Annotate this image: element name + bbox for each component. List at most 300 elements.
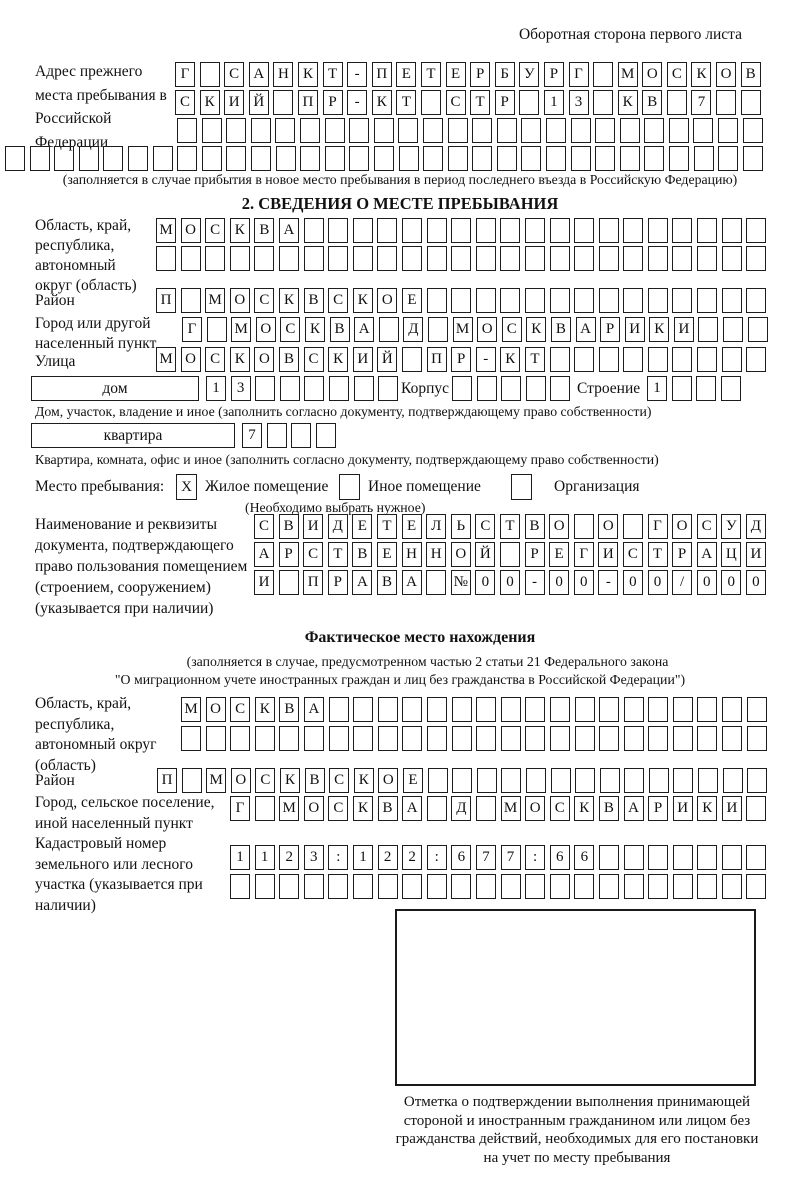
char-cell[interactable] <box>722 874 742 899</box>
char-cell[interactable] <box>279 874 299 899</box>
char-cell[interactable]: Р <box>279 542 299 567</box>
char-cell[interactable]: - <box>347 90 367 115</box>
char-cell[interactable]: Г <box>182 317 202 342</box>
char-cell[interactable]: М <box>156 347 176 372</box>
char-cell[interactable]: 7 <box>242 423 262 448</box>
char-cell[interactable]: 1 <box>353 845 373 870</box>
char-cell[interactable]: М <box>231 317 251 342</box>
char-cell[interactable] <box>722 218 742 243</box>
char-cell[interactable]: В <box>551 317 571 342</box>
char-cell[interactable]: М <box>206 768 226 793</box>
char-cell[interactable] <box>477 376 497 401</box>
char-cell[interactable] <box>648 288 668 313</box>
char-cell[interactable] <box>181 246 201 271</box>
char-cell[interactable] <box>694 146 714 171</box>
char-cell[interactable]: 0 <box>500 570 520 595</box>
char-cell[interactable]: Р <box>470 62 490 87</box>
char-cell[interactable]: 1 <box>230 845 250 870</box>
char-cell[interactable] <box>746 874 766 899</box>
char-cell[interactable]: А <box>402 796 422 821</box>
char-cell[interactable] <box>476 246 496 271</box>
char-cell[interactable]: Т <box>470 90 490 115</box>
char-cell[interactable] <box>379 317 399 342</box>
char-cell[interactable] <box>693 118 713 143</box>
char-cell[interactable] <box>697 347 717 372</box>
char-cell[interactable] <box>623 514 643 539</box>
char-cell[interactable] <box>428 317 448 342</box>
char-cell[interactable] <box>624 697 644 722</box>
char-cell[interactable] <box>451 246 471 271</box>
char-cell[interactable]: О <box>525 796 545 821</box>
char-cell[interactable] <box>255 796 275 821</box>
char-cell[interactable]: С <box>328 796 348 821</box>
char-cell[interactable]: О <box>642 62 662 87</box>
char-cell[interactable] <box>747 697 767 722</box>
char-cell[interactable]: В <box>352 542 372 567</box>
char-cell[interactable] <box>316 423 336 448</box>
char-cell[interactable] <box>451 288 471 313</box>
char-cell[interactable]: Й <box>249 90 269 115</box>
char-cell[interactable]: : <box>328 845 348 870</box>
char-cell[interactable]: 3 <box>231 376 251 401</box>
char-cell[interactable] <box>722 288 742 313</box>
char-cell[interactable] <box>226 146 246 171</box>
char-cell[interactable] <box>672 246 692 271</box>
char-cell[interactable] <box>279 570 299 595</box>
char-cell[interactable] <box>477 768 497 793</box>
char-cell[interactable] <box>623 218 643 243</box>
char-cell[interactable]: О <box>477 317 497 342</box>
char-cell[interactable] <box>574 218 594 243</box>
char-cell[interactable] <box>280 376 300 401</box>
char-cell[interactable] <box>273 90 293 115</box>
char-cell[interactable]: Т <box>396 90 416 115</box>
char-cell[interactable]: Г <box>230 796 250 821</box>
char-cell[interactable] <box>722 726 742 751</box>
char-cell[interactable] <box>747 726 767 751</box>
char-cell[interactable]: К <box>280 768 300 793</box>
char-cell[interactable] <box>304 726 324 751</box>
char-cell[interactable] <box>177 146 197 171</box>
char-cell[interactable]: О <box>451 542 471 567</box>
char-cell[interactable]: В <box>304 288 324 313</box>
char-cell[interactable] <box>448 118 468 143</box>
char-cell[interactable] <box>620 118 640 143</box>
char-cell[interactable] <box>624 726 644 751</box>
char-cell[interactable] <box>501 376 521 401</box>
char-cell[interactable]: Т <box>323 62 343 87</box>
char-cell[interactable] <box>476 288 496 313</box>
char-cell[interactable] <box>329 726 349 751</box>
char-cell[interactable] <box>669 118 689 143</box>
char-cell[interactable] <box>251 146 271 171</box>
char-cell[interactable]: Ь <box>451 514 471 539</box>
char-cell[interactable]: С <box>667 62 687 87</box>
char-cell[interactable] <box>746 796 766 821</box>
char-cell[interactable]: М <box>156 218 176 243</box>
char-cell[interactable]: В <box>525 514 545 539</box>
char-cell[interactable]: Б <box>495 62 515 87</box>
char-cell[interactable] <box>722 246 742 271</box>
char-cell[interactable] <box>697 697 717 722</box>
char-cell[interactable]: К <box>255 697 275 722</box>
char-cell[interactable] <box>377 218 397 243</box>
char-cell[interactable] <box>427 697 447 722</box>
char-cell[interactable]: С <box>446 90 466 115</box>
char-cell[interactable]: Е <box>402 514 422 539</box>
char-cell[interactable]: В <box>642 90 662 115</box>
char-cell[interactable]: Й <box>377 347 397 372</box>
char-cell[interactable] <box>599 347 619 372</box>
char-cell[interactable] <box>575 697 595 722</box>
char-cell[interactable]: К <box>618 90 638 115</box>
char-cell[interactable] <box>575 726 595 751</box>
char-cell[interactable] <box>550 246 570 271</box>
char-cell[interactable]: А <box>576 317 596 342</box>
char-cell[interactable] <box>206 726 226 751</box>
char-cell[interactable] <box>378 874 398 899</box>
char-cell[interactable] <box>402 697 422 722</box>
char-cell[interactable]: М <box>181 697 201 722</box>
char-cell[interactable]: Т <box>525 347 545 372</box>
char-cell[interactable]: 2 <box>279 845 299 870</box>
char-cell[interactable] <box>353 246 373 271</box>
char-cell[interactable] <box>276 146 296 171</box>
char-cell[interactable] <box>153 146 173 171</box>
char-cell[interactable] <box>79 146 99 171</box>
char-cell[interactable]: 1 <box>544 90 564 115</box>
char-cell[interactable] <box>746 845 766 870</box>
char-cell[interactable]: 0 <box>648 570 668 595</box>
char-cell[interactable]: О <box>549 514 569 539</box>
char-cell[interactable] <box>697 845 717 870</box>
char-cell[interactable] <box>304 376 324 401</box>
char-cell[interactable] <box>649 768 669 793</box>
char-cell[interactable] <box>353 697 373 722</box>
char-cell[interactable]: - <box>525 570 545 595</box>
char-cell[interactable] <box>746 246 766 271</box>
char-cell[interactable] <box>599 697 619 722</box>
char-cell[interactable] <box>402 347 422 372</box>
char-cell[interactable] <box>521 146 541 171</box>
char-cell[interactable]: А <box>304 697 324 722</box>
char-cell[interactable]: 6 <box>574 845 594 870</box>
char-cell[interactable]: О <box>304 796 324 821</box>
char-cell[interactable] <box>472 118 492 143</box>
char-cell[interactable]: С <box>623 542 643 567</box>
char-cell[interactable]: 1 <box>255 845 275 870</box>
char-cell[interactable]: Н <box>402 542 422 567</box>
char-cell[interactable]: М <box>279 796 299 821</box>
char-cell[interactable]: А <box>254 542 274 567</box>
char-cell[interactable]: С <box>175 90 195 115</box>
char-cell[interactable] <box>697 246 717 271</box>
char-cell[interactable] <box>291 423 311 448</box>
char-cell[interactable] <box>354 376 374 401</box>
char-cell[interactable]: Р <box>451 347 471 372</box>
char-cell[interactable]: С <box>328 288 348 313</box>
char-cell[interactable]: С <box>254 514 274 539</box>
char-cell[interactable] <box>718 118 738 143</box>
char-cell[interactable] <box>472 146 492 171</box>
char-cell[interactable] <box>476 697 496 722</box>
char-cell[interactable] <box>226 118 246 143</box>
char-cell[interactable]: К <box>298 62 318 87</box>
char-cell[interactable] <box>500 246 520 271</box>
char-cell[interactable] <box>500 218 520 243</box>
char-cell[interactable] <box>550 288 570 313</box>
char-cell[interactable] <box>698 768 718 793</box>
char-cell[interactable] <box>230 246 250 271</box>
char-cell[interactable] <box>328 874 348 899</box>
char-cell[interactable] <box>600 768 620 793</box>
char-cell[interactable] <box>177 118 197 143</box>
char-cell[interactable]: К <box>305 317 325 342</box>
char-cell[interactable] <box>722 845 742 870</box>
char-cell[interactable] <box>648 697 668 722</box>
char-cell[interactable] <box>255 376 275 401</box>
char-cell[interactable]: Д <box>746 514 766 539</box>
char-cell[interactable]: А <box>249 62 269 87</box>
char-cell[interactable] <box>673 697 693 722</box>
char-cell[interactable]: Р <box>600 317 620 342</box>
char-cell[interactable]: Е <box>352 514 372 539</box>
char-cell[interactable] <box>722 347 742 372</box>
char-cell[interactable]: О <box>377 288 397 313</box>
char-cell[interactable] <box>672 218 692 243</box>
char-cell[interactable]: И <box>673 796 693 821</box>
char-cell[interactable] <box>325 146 345 171</box>
char-cell[interactable]: С <box>303 542 323 567</box>
char-cell[interactable] <box>599 218 619 243</box>
char-cell[interactable]: О <box>256 317 276 342</box>
char-cell[interactable]: Д <box>328 514 348 539</box>
char-cell[interactable]: : <box>525 845 545 870</box>
char-cell[interactable] <box>325 118 345 143</box>
char-cell[interactable] <box>696 376 716 401</box>
char-cell[interactable] <box>205 246 225 271</box>
char-cell[interactable]: Е <box>402 288 422 313</box>
char-cell[interactable] <box>476 218 496 243</box>
checkbox-zhiloe-pomeshchenie[interactable]: X <box>176 474 197 500</box>
char-cell[interactable] <box>571 118 591 143</box>
char-cell[interactable] <box>526 768 546 793</box>
char-cell[interactable] <box>747 768 767 793</box>
char-cell[interactable]: А <box>279 218 299 243</box>
char-cell[interactable] <box>599 288 619 313</box>
char-cell[interactable]: М <box>453 317 473 342</box>
char-cell[interactable] <box>328 246 348 271</box>
char-cell[interactable]: Ц <box>721 542 741 567</box>
char-cell[interactable] <box>476 874 496 899</box>
char-cell[interactable]: 1 <box>206 376 226 401</box>
char-cell[interactable] <box>716 90 736 115</box>
char-cell[interactable] <box>501 697 521 722</box>
char-cell[interactable]: К <box>691 62 711 87</box>
char-cell[interactable] <box>697 874 717 899</box>
char-cell[interactable] <box>575 768 595 793</box>
char-cell[interactable]: 1 <box>647 376 667 401</box>
char-cell[interactable] <box>427 796 447 821</box>
char-cell[interactable]: Р <box>544 62 564 87</box>
char-cell[interactable] <box>667 90 687 115</box>
char-cell[interactable] <box>103 146 123 171</box>
char-cell[interactable] <box>181 726 201 751</box>
char-cell[interactable]: И <box>674 317 694 342</box>
char-cell[interactable] <box>421 90 441 115</box>
char-cell[interactable] <box>402 246 422 271</box>
char-cell[interactable]: С <box>329 768 349 793</box>
char-cell[interactable] <box>448 146 468 171</box>
char-cell[interactable]: К <box>353 288 373 313</box>
char-cell[interactable] <box>721 376 741 401</box>
char-cell[interactable]: Л <box>426 514 446 539</box>
char-cell[interactable]: С <box>697 514 717 539</box>
char-cell[interactable] <box>599 246 619 271</box>
char-cell[interactable]: К <box>697 796 717 821</box>
char-cell[interactable] <box>723 317 743 342</box>
char-cell[interactable]: Р <box>648 796 668 821</box>
char-cell[interactable]: В <box>741 62 761 87</box>
char-cell[interactable]: А <box>402 570 422 595</box>
char-cell[interactable]: 3 <box>569 90 589 115</box>
char-cell[interactable] <box>156 246 176 271</box>
char-cell[interactable] <box>300 146 320 171</box>
char-cell[interactable]: С <box>475 514 495 539</box>
char-cell[interactable]: И <box>353 347 373 372</box>
char-cell[interactable] <box>427 246 447 271</box>
char-cell[interactable]: П <box>303 570 323 595</box>
char-cell[interactable]: К <box>353 796 373 821</box>
char-cell[interactable]: Е <box>396 62 416 87</box>
char-cell[interactable]: 0 <box>623 570 643 595</box>
char-cell[interactable]: В <box>279 347 299 372</box>
char-cell[interactable] <box>279 246 299 271</box>
char-cell[interactable] <box>697 218 717 243</box>
char-cell[interactable] <box>476 796 496 821</box>
char-cell[interactable] <box>402 726 422 751</box>
char-cell[interactable] <box>743 146 763 171</box>
char-cell[interactable]: М <box>501 796 521 821</box>
char-cell[interactable]: Е <box>549 542 569 567</box>
char-cell[interactable]: П <box>298 90 318 115</box>
char-cell[interactable]: К <box>372 90 392 115</box>
char-cell[interactable]: 0 <box>574 570 594 595</box>
char-cell[interactable] <box>182 768 202 793</box>
char-cell[interactable]: К <box>230 347 250 372</box>
char-cell[interactable] <box>427 218 447 243</box>
char-cell[interactable]: О <box>378 768 398 793</box>
char-cell[interactable] <box>377 246 397 271</box>
char-cell[interactable] <box>525 874 545 899</box>
char-cell[interactable] <box>648 726 668 751</box>
char-cell[interactable] <box>574 514 594 539</box>
char-cell[interactable]: А <box>697 542 717 567</box>
char-cell[interactable]: В <box>305 768 325 793</box>
char-cell[interactable]: - <box>347 62 367 87</box>
char-cell[interactable]: Т <box>328 542 348 567</box>
char-cell[interactable] <box>304 874 324 899</box>
char-cell[interactable]: О <box>716 62 736 87</box>
char-cell[interactable] <box>378 376 398 401</box>
char-cell[interactable] <box>648 874 668 899</box>
char-cell[interactable] <box>550 874 570 899</box>
char-cell[interactable] <box>644 118 664 143</box>
char-cell[interactable] <box>574 347 594 372</box>
char-cell[interactable]: К <box>500 347 520 372</box>
char-cell[interactable]: И <box>254 570 274 595</box>
char-cell[interactable]: Н <box>273 62 293 87</box>
char-cell[interactable] <box>353 726 373 751</box>
char-cell[interactable] <box>251 118 271 143</box>
char-cell[interactable]: Т <box>377 514 397 539</box>
char-cell[interactable]: 7 <box>501 845 521 870</box>
dom-field-box[interactable]: дом <box>31 376 199 401</box>
char-cell[interactable]: Г <box>569 62 589 87</box>
char-cell[interactable] <box>648 218 668 243</box>
char-cell[interactable] <box>255 874 275 899</box>
char-cell[interactable]: Г <box>648 514 668 539</box>
char-cell[interactable] <box>267 423 287 448</box>
char-cell[interactable]: В <box>254 218 274 243</box>
char-cell[interactable]: В <box>377 570 397 595</box>
char-cell[interactable]: С <box>205 347 225 372</box>
char-cell[interactable] <box>353 874 373 899</box>
char-cell[interactable]: В <box>279 697 299 722</box>
char-cell[interactable] <box>452 376 472 401</box>
char-cell[interactable] <box>402 874 422 899</box>
char-cell[interactable] <box>476 726 496 751</box>
char-cell[interactable] <box>202 118 222 143</box>
char-cell[interactable] <box>378 726 398 751</box>
char-cell[interactable]: 2 <box>378 845 398 870</box>
char-cell[interactable] <box>500 542 520 567</box>
char-cell[interactable]: Р <box>525 542 545 567</box>
char-cell[interactable] <box>550 726 570 751</box>
char-cell[interactable]: С <box>502 317 522 342</box>
char-cell[interactable]: О <box>231 768 251 793</box>
char-cell[interactable] <box>378 697 398 722</box>
char-cell[interactable] <box>623 347 643 372</box>
char-cell[interactable] <box>230 726 250 751</box>
char-cell[interactable] <box>743 118 763 143</box>
char-cell[interactable] <box>329 697 349 722</box>
char-cell[interactable] <box>497 118 517 143</box>
char-cell[interactable]: С <box>224 62 244 87</box>
char-cell[interactable]: С <box>255 768 275 793</box>
char-cell[interactable]: О <box>181 218 201 243</box>
char-cell[interactable]: С <box>254 288 274 313</box>
char-cell[interactable]: П <box>427 347 447 372</box>
char-cell[interactable] <box>669 146 689 171</box>
char-cell[interactable]: И <box>625 317 645 342</box>
char-cell[interactable] <box>550 347 570 372</box>
char-cell[interactable]: Т <box>648 542 668 567</box>
char-cell[interactable] <box>648 347 668 372</box>
char-cell[interactable]: Д <box>403 317 423 342</box>
checkbox-organizatsiya[interactable] <box>511 474 532 500</box>
char-cell[interactable] <box>599 845 619 870</box>
char-cell[interactable] <box>398 118 418 143</box>
char-cell[interactable]: А <box>354 317 374 342</box>
char-cell[interactable] <box>546 146 566 171</box>
char-cell[interactable] <box>624 874 644 899</box>
char-cell[interactable]: С <box>280 317 300 342</box>
char-cell[interactable] <box>423 146 443 171</box>
char-cell[interactable] <box>497 146 517 171</box>
char-cell[interactable] <box>452 697 472 722</box>
char-cell[interactable]: Р <box>323 90 343 115</box>
